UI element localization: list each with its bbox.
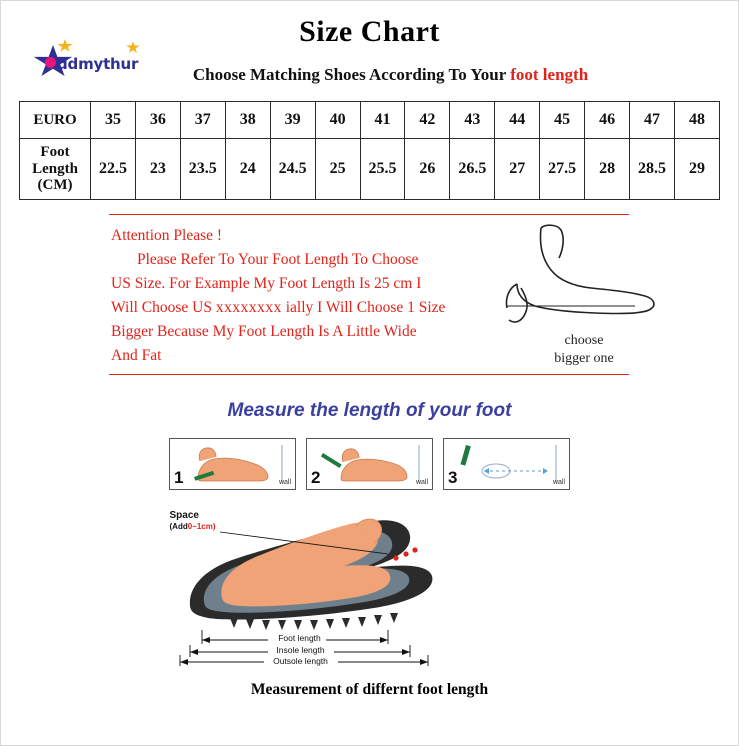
step-3 bbox=[443, 438, 570, 490]
attention-line1: Please Refer To Your Foot Length To Choose bbox=[137, 250, 419, 268]
attention-line3-a: Will Choose US bbox=[111, 298, 216, 316]
euro-cell: 45 bbox=[540, 102, 585, 139]
foot-length-cell: 28.5 bbox=[630, 139, 675, 200]
foot-length-cell: 28 bbox=[585, 139, 630, 200]
step-1 bbox=[169, 438, 296, 490]
foot-length-cell: 29 bbox=[674, 139, 719, 200]
foot-length-cell: 25 bbox=[315, 139, 360, 200]
euro-cell: 42 bbox=[405, 102, 450, 139]
table-row-euro bbox=[20, 102, 720, 139]
foot-length-header-line3: (CM) bbox=[37, 177, 73, 193]
steps-row bbox=[1, 438, 738, 490]
step-2-wall-label: wall bbox=[415, 478, 428, 486]
attention-heading: Attention Please ! bbox=[111, 226, 223, 244]
foot-length-header-line1: Foot bbox=[40, 144, 70, 160]
foot-length-cell: 26 bbox=[405, 139, 450, 200]
euro-cell: 39 bbox=[270, 102, 315, 139]
choose-line-1: choose bbox=[564, 332, 604, 348]
space-label bbox=[170, 510, 216, 533]
step-1-wall-label: wall bbox=[278, 478, 291, 486]
space-label-title: Space bbox=[169, 509, 199, 521]
attention-line2: US Size. For Example My Foot Length Is 25 cm I bbox=[111, 274, 422, 292]
euro-cell: 41 bbox=[360, 102, 405, 139]
choose-bigger-label bbox=[529, 332, 639, 370]
foot-length-cell: 24 bbox=[225, 139, 270, 200]
divider-bottom bbox=[109, 374, 629, 375]
foot-length-cell: 24.5 bbox=[270, 139, 315, 200]
euro-cell: 43 bbox=[450, 102, 495, 139]
euro-cell: 44 bbox=[495, 102, 540, 139]
brand-name: ddmythur bbox=[57, 55, 139, 73]
foot-length-cell: 27 bbox=[495, 139, 540, 200]
page-title: Size Chart bbox=[299, 15, 440, 48]
foot-length-row-header bbox=[20, 139, 91, 200]
euro-cell: 47 bbox=[630, 102, 675, 139]
euro-cell: 35 bbox=[91, 102, 136, 139]
euro-cell: 40 bbox=[315, 102, 360, 139]
measure-heading: Measure the length of your foot bbox=[227, 399, 512, 421]
euro-row-header: EURO bbox=[20, 102, 91, 139]
attention-section bbox=[19, 214, 720, 374]
measurement-label-outsole-length: Outsole length bbox=[273, 655, 328, 666]
euro-cell: 36 bbox=[135, 102, 180, 139]
space-add-value: 0~1cm) bbox=[187, 522, 216, 531]
measurement-label-insole-length: Insole length bbox=[276, 644, 325, 655]
foot-length-header-line2: Length bbox=[32, 160, 78, 177]
foot-side-sketch-icon bbox=[499, 214, 679, 334]
space-add-prefix: (Add bbox=[169, 522, 188, 531]
space-add-label bbox=[170, 522, 216, 531]
choose-line-2: bigger one bbox=[554, 351, 614, 367]
euro-cell: 38 bbox=[225, 102, 270, 139]
foot-length-cell: 23.5 bbox=[180, 139, 225, 200]
foot-length-cell: 27.5 bbox=[540, 139, 585, 200]
brand-logo bbox=[29, 43, 149, 81]
attention-line3-b: ially I Will Choose 1 Size bbox=[281, 298, 446, 316]
step-2 bbox=[306, 438, 433, 490]
step-3-wall-label: wall bbox=[552, 478, 565, 486]
attention-line3 bbox=[111, 296, 511, 320]
attention-text bbox=[111, 224, 511, 368]
attention-masked-text: xxxxxxxx bbox=[215, 298, 282, 316]
subtitle-highlight: foot length bbox=[510, 65, 589, 84]
step-1-number: 1 bbox=[174, 467, 184, 487]
euro-cell: 46 bbox=[585, 102, 630, 139]
foot-length-cell: 25.5 bbox=[360, 139, 405, 200]
table-row-foot-length bbox=[20, 139, 720, 200]
foot-diagram-illustration bbox=[160, 502, 580, 667]
euro-cell: 37 bbox=[180, 102, 225, 139]
size-table-wrapper bbox=[19, 101, 720, 200]
step-2-number: 2 bbox=[311, 467, 321, 487]
attention-line5: And Fat bbox=[111, 346, 162, 364]
diagram-caption: Measurement of differnt foot length bbox=[250, 680, 489, 698]
step-3-number: 3 bbox=[448, 467, 458, 487]
attention-line4: Bigger Because My Foot Length Is A Little Wide bbox=[111, 322, 417, 340]
dot-icon bbox=[45, 57, 56, 68]
step-2-illustration bbox=[307, 439, 432, 489]
euro-cell: 48 bbox=[674, 102, 719, 139]
foot-measurement-diagram bbox=[160, 502, 580, 667]
subtitle-text: Choose Matching Shoes According To Your bbox=[192, 65, 511, 84]
foot-length-cell: 26.5 bbox=[450, 139, 495, 200]
size-table bbox=[19, 101, 720, 200]
foot-length-cell: 22.5 bbox=[91, 139, 136, 200]
star-tiny-icon bbox=[126, 41, 140, 54]
step-1-illustration bbox=[170, 439, 295, 489]
step-3-illustration bbox=[444, 439, 569, 489]
measurement-label-foot-length: Foot length bbox=[278, 632, 321, 643]
foot-length-cell: 23 bbox=[135, 139, 180, 200]
